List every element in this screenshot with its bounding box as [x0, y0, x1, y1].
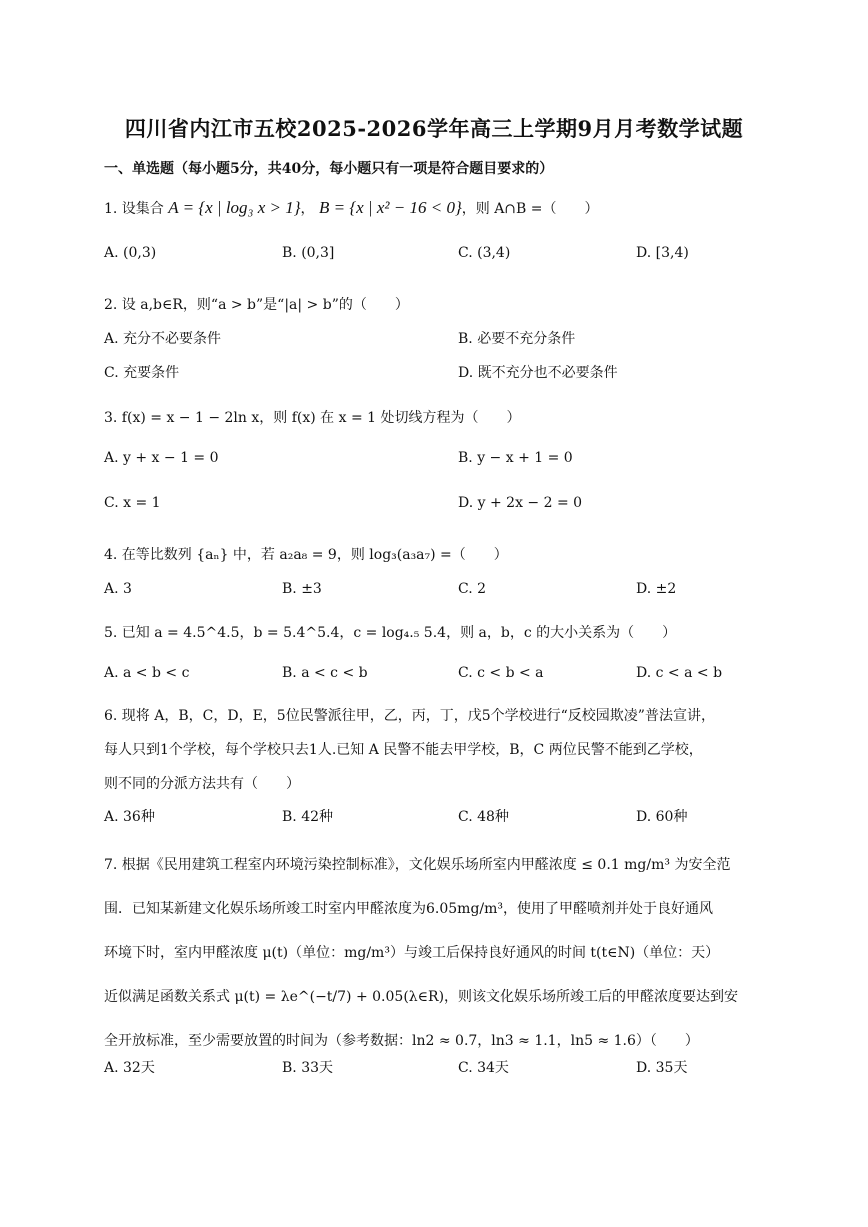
q6-option-d: D. 60种 [636, 809, 688, 825]
question-6-stem [104, 699, 774, 801]
q2-option-b: B. 必要不充分条件 [458, 331, 576, 347]
q6-line-1: 6. 现将 A，B，C，D，E，5位民警派往甲，乙，丙，丁，戊5个学校进行“反校园欺凌”普法宣讲， [104, 708, 715, 724]
q4-option-d: D. ±2 [636, 581, 677, 597]
q2-option-d: D. 既不充分也不必要条件 [458, 365, 618, 381]
q7-option-b: B. 33天 [282, 1060, 334, 1076]
q4-option-b: B. ±3 [282, 581, 322, 597]
q1-option-b: B. (0,3] [282, 245, 335, 261]
q3-option-a: A. y + x − 1 = 0 [104, 450, 219, 466]
q7-option-d: D. 35天 [636, 1060, 688, 1076]
question-4-stem: 4. 在等比数列 {aₙ} 中，若 a₂a₈ = 9，则 log₃(a₃a₇) =（ ） [104, 547, 508, 563]
q5-option-b: B. a < c < b [282, 665, 368, 681]
q6-option-c: C. 48种 [458, 809, 509, 825]
q1-sep: ， [300, 201, 315, 217]
q1-option-c: C. (3,4) [458, 245, 511, 261]
question-2-stem: 2. 设 a,b∈R，则“a > b”是“|a| > b”的（ ） [104, 297, 409, 313]
q7-line-3: 环境下时，室内甲醛浓度 μ(t)（单位：mg/m³）与竣工后保持良好通风的时间 t(t∈N)（单位：天） [104, 945, 720, 961]
q7-line-5: 全开放标准，至少需要放置的时间为（参考数据：ln2 ≈ 0.7，ln3 ≈ 1.1，ln5 ≈ 1.6）（ ） [104, 1033, 699, 1049]
q1-stem-post: ，则 A∩B =（ ） [461, 201, 599, 217]
question-3-stem: 3. f(x) = x − 1 − 2ln x，则 f(x) 在 x = 1 处切线方程为（ ） [104, 410, 521, 426]
q6-line-2: 每人只到1个学校，每个学校只去1人.已知 A 民警不能去甲学校，B，C 两位民警不能到乙学校， [104, 742, 703, 758]
q1-set-b: B = {x | x² − 16 < 0} [318, 198, 462, 217]
section-heading: 一、单选题（每小题5分，共40分，每小题只有一项是符合题目要求的） [104, 161, 554, 177]
q5-option-d: D. c < a < b [636, 665, 723, 681]
question-5-stem: 5. 已知 a = 4.5^4.5，b = 5.4^5.4，c = log₄.₅ 5.4，则 a，b，c 的大小关系为（ ） [104, 625, 677, 641]
q3-option-c: C. x = 1 [104, 495, 161, 511]
q7-line-4: 近似满足函数关系式 μ(t) = λe^(−t/7) + 0.05(λ∈R)，则该文化娱乐场所竣工后的甲醛浓度要达到安 [104, 989, 739, 1005]
exam-title: 四川省内江市五校2025-2026学年高三上学期9月月考数学试题 [124, 116, 744, 141]
q3-option-b: B. y − x + 1 = 0 [458, 450, 573, 466]
question-1-stem [104, 198, 599, 218]
q4-option-a: A. 3 [104, 581, 132, 597]
q1-set-a: A = {x | log₃ x > 1} [168, 198, 301, 217]
q2-option-c: C. 充要条件 [104, 365, 180, 381]
q5-option-a: A. a < b < c [104, 665, 190, 681]
q1-option-a: A. (0,3) [104, 245, 157, 261]
q6-option-b: B. 42种 [282, 809, 334, 825]
q7-line-2: 围．已知某新建文化娱乐场所竣工时室内甲醛浓度为6.05mg/m³，使用了甲醛喷剂并处于良好通风 [104, 901, 714, 917]
q7-option-a: A. 32天 [104, 1060, 155, 1076]
q5-option-c: C. c < b < a [458, 665, 544, 681]
q2-option-a: A. 充分不必要条件 [104, 331, 222, 347]
q1-stem-pre: 1. 设集合 [104, 201, 164, 217]
q1-option-d: D. [3,4) [636, 245, 689, 261]
q4-option-c: C. 2 [458, 581, 487, 597]
q6-line-3: 则不同的分派方法共有（ ） [104, 776, 300, 792]
q7-option-c: C. 34天 [458, 1060, 509, 1076]
q7-line-1: 7. 根据《民用建筑工程室内环境污染控制标准》，文化娱乐场所室内甲醛浓度 ≤ 0.1 mg/m³ 为安全范 [104, 857, 731, 873]
q6-option-a: A. 36种 [104, 809, 155, 825]
question-7-stem [104, 843, 774, 1063]
q3-option-d: D. y + 2x − 2 = 0 [458, 495, 583, 511]
